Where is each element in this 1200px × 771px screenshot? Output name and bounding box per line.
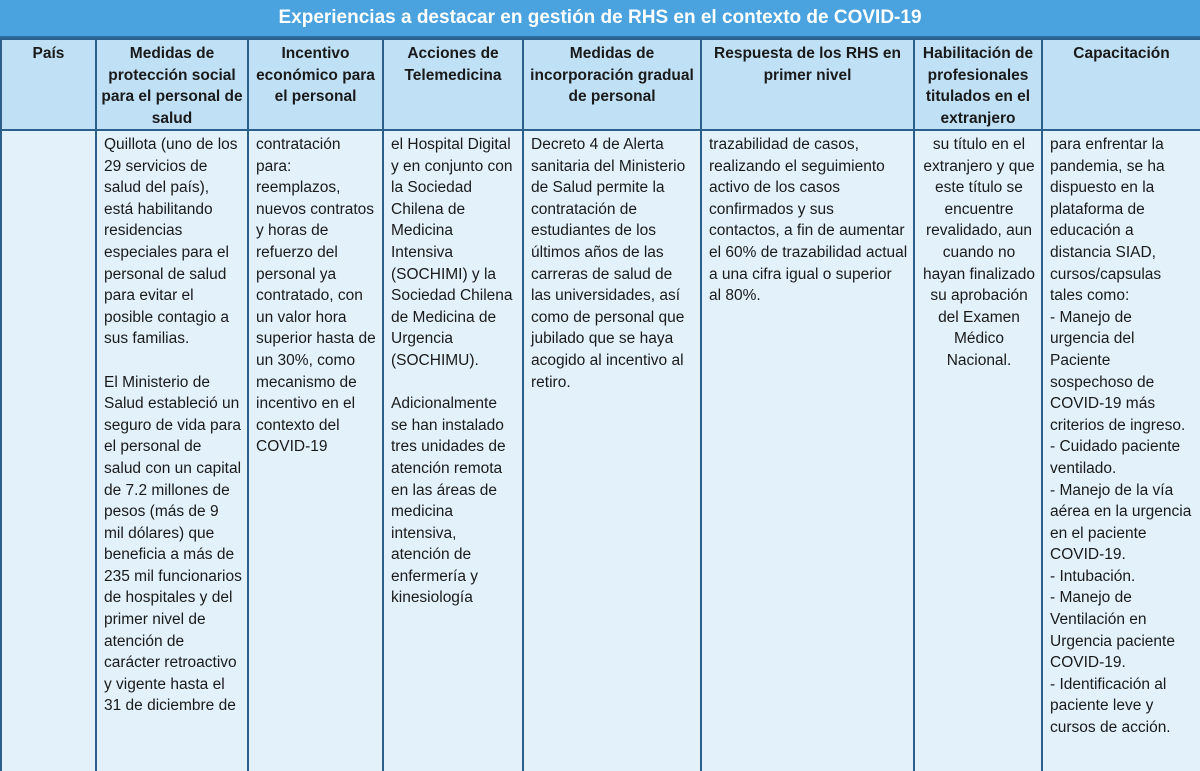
column-header-capacitacion: Capacitación (1042, 39, 1200, 130)
column-header-primer-nivel: Respuesta de los RHS en primer nivel (701, 39, 914, 130)
cell-telemedicina: el Hospital Digital y en conjunto con la Sociedad Chilena de Medicina Intensiva (SOCHIMI) y la Sociedad Chilena de Medicina de Urgencia (SOCHIMU). Adicionalmente se han instalado tres unidades de atención remota en las áreas de medicina intensiva, atención de enfermería y kinesiología (383, 130, 523, 771)
cell-incentivo: contratación para: reemplazos, nuevos contratos y horas de refuerzo del personal ya contratado, con un valor hora superior hasta de un 30%, como mecanismo de incentivo en el contexto del COVID-19 (248, 130, 383, 771)
cell-incorporacion: Decreto 4 de Alerta sanitaria del Ministerio de Salud permite la contratación de estudiantes de los últimos años de las carreras de salud de las universidades, así como de personal que jubilado que se haya acogido al incentivo al retiro. (523, 130, 701, 771)
header-row (1, 39, 1200, 130)
table-title: Experiencias a destacar en gestión de RHS en el contexto de COVID-19 (0, 0, 1200, 38)
experiences-table (0, 38, 1200, 771)
column-header-habilitacion: Habilitación de profesionales titulados en el extranjero (914, 39, 1042, 130)
cell-habilitacion: su título en el extranjero y que este título se encuentre revalidado, aun cuando no hayan finalizado su aprobación del Examen Médico Nacional. (914, 130, 1042, 771)
column-header-proteccion: Medidas de protección social para el personal de salud (96, 39, 248, 130)
table-row (1, 130, 1200, 771)
column-header-pais: País (1, 39, 96, 130)
cell-primer-nivel: trazabilidad de casos, realizando el seguimiento activo de los casos confirmados y sus contactos, a fin de aumentar el 60% de trazabilidad actual a una cifra igual o superior al 80%. (701, 130, 914, 771)
cell-capacitacion: para enfrentar la pandemia, se ha dispuesto en la plataforma de educación a distancia SIAD, cursos/capsulas tales como: - Manejo de urgencia del Paciente sospechoso de COVID-19 más criterios de ingreso. - Cuidado paciente ventilado. - Manejo de la vía aérea en la urgencia en el paciente COVID-19. - Intubación. - Manejo de Ventilación en Urgencia paciente COVID-19. - Identificación al paciente leve y cursos de acción. (1042, 130, 1200, 771)
column-header-incorporacion: Medidas de incorporación gradual de personal (523, 39, 701, 130)
cell-pais (1, 130, 96, 771)
cell-proteccion: Quillota (uno de los 29 servicios de salud del país), está habilitando residencias especiales para el personal de salud para evitar el posible contagio a sus familias. El Ministerio de Salud estableció un seguro de vida para el personal de salud con un capital de 7.2 millones de pesos (más de 9 mil dólares) que beneficia a más de 235 mil funcionarios de hospitales y del primer nivel de atención de carácter retroactivo y vigente hasta el 31 de diciembre de (96, 130, 248, 771)
column-header-telemedicina: Acciones de Telemedicina (383, 39, 523, 130)
column-header-incentivo: Incentivo económico para el personal (248, 39, 383, 130)
